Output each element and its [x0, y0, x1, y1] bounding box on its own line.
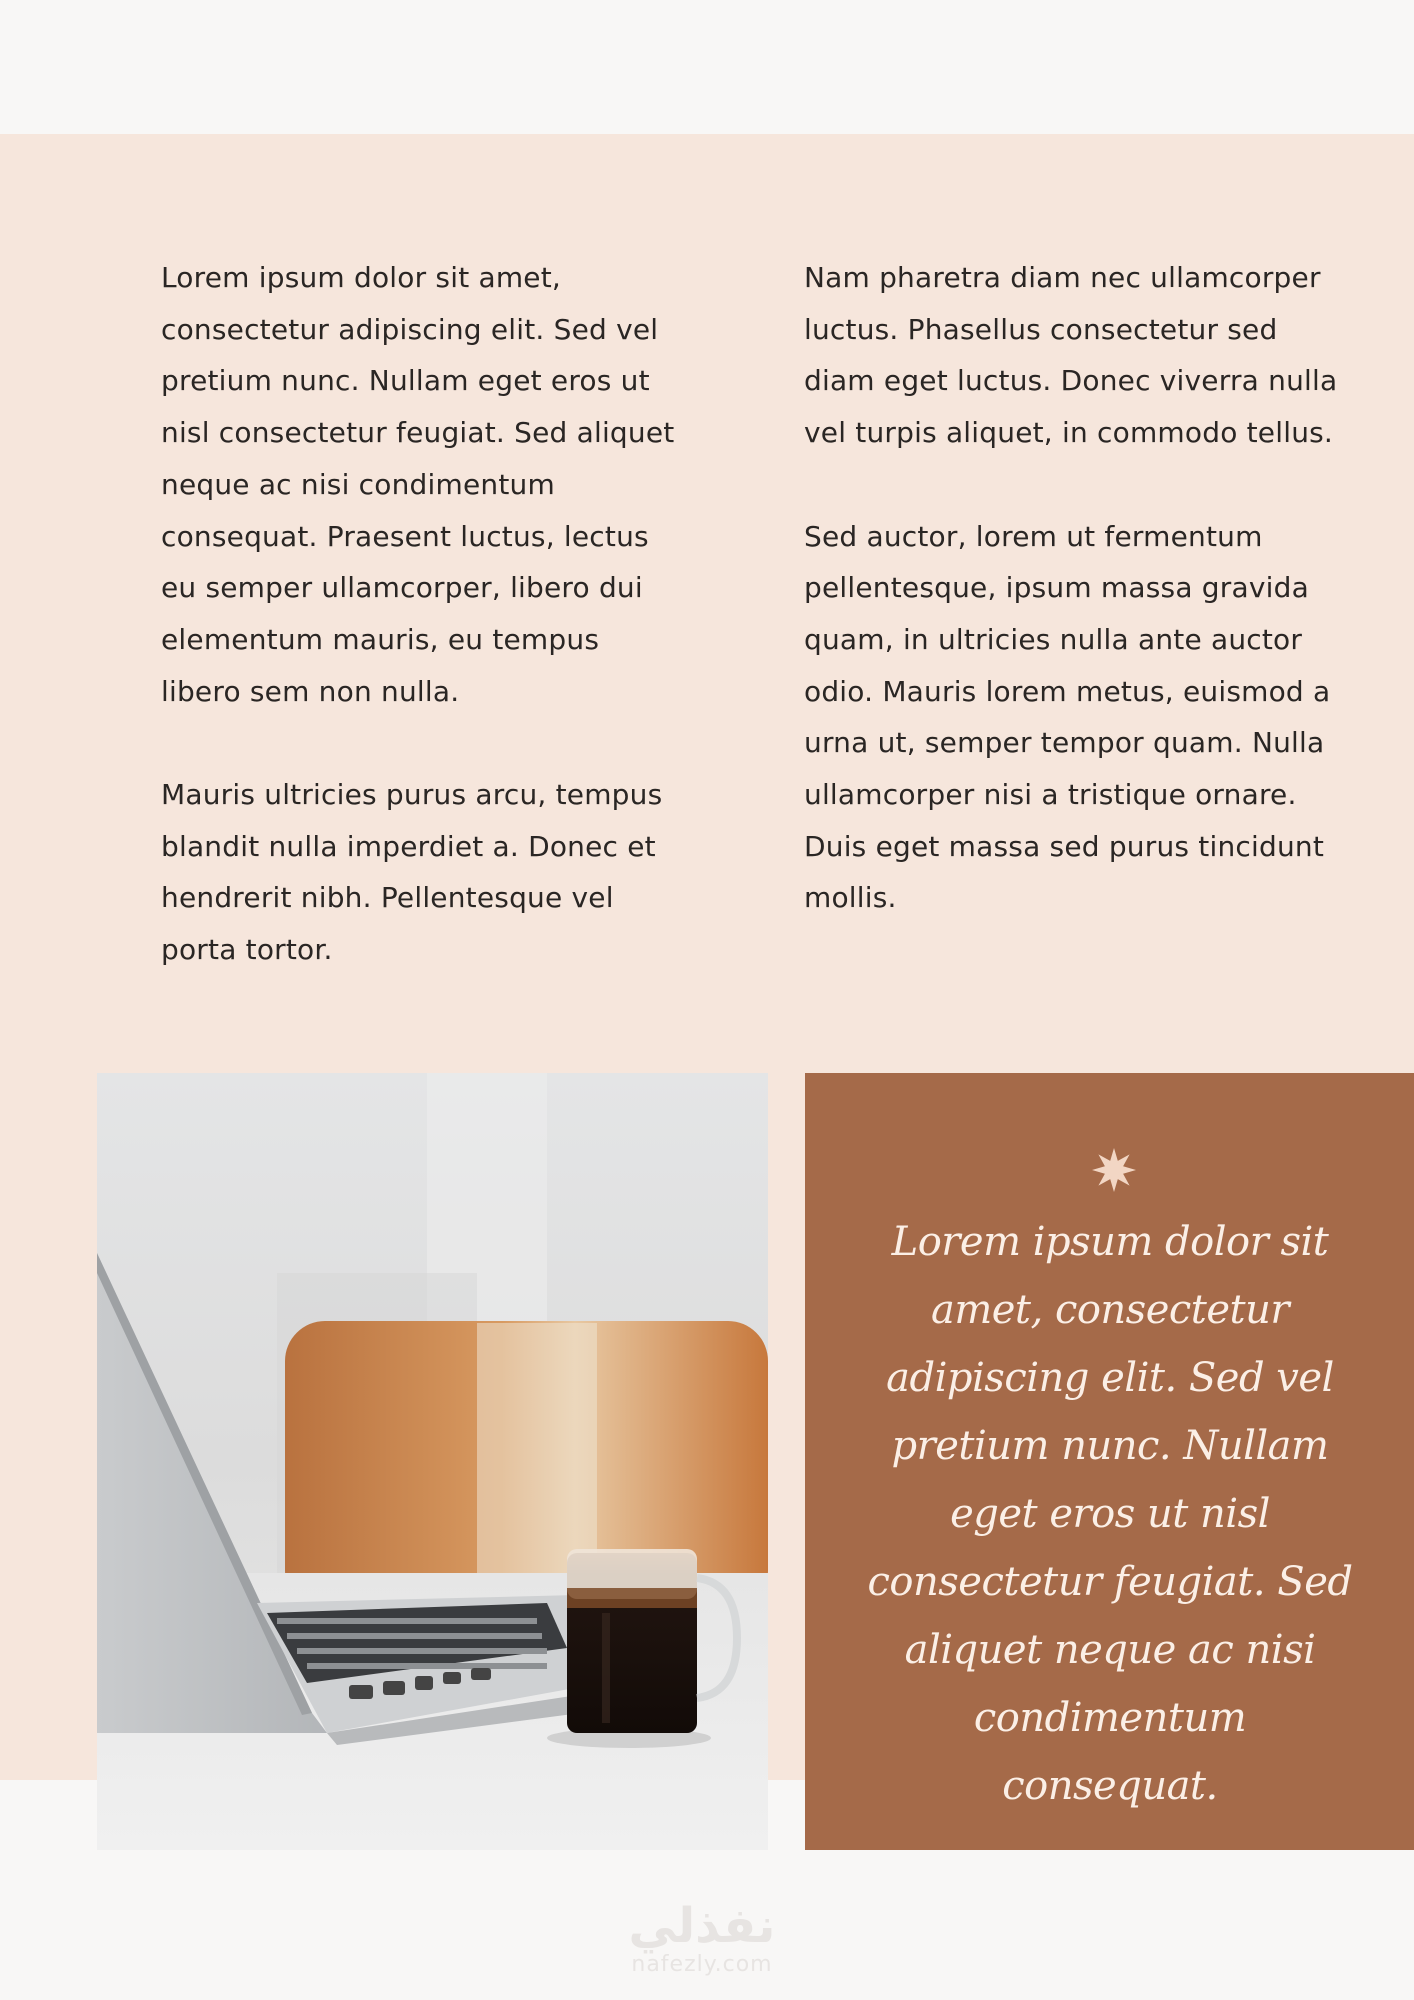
pull-quote-text: Lorem ipsum dolor sit amet, consectetur adipiscing elit. Sed vel pretium nunc. Nullam eget eros ut nisl consectetur feugiat. Sed aliquet neque ac nisi condimentum consequat.: [867, 1219, 1353, 1809]
pull-quote-box: [805, 1073, 1414, 1850]
left-paragraph-2: Mauris ultricies purus arcu, tempus blandit nulla imperdiet a. Donec et hendrerit nibh. Pellentesque vel porta tortor.: [161, 778, 663, 967]
right-paragraph-1: Nam pharetra diam nec ullamcorper luctus. Phasellus consectetur sed diam eget luctus. Donec viverra nulla vel turpis aliquet, in commodo tellus.: [804, 261, 1338, 450]
star-burst-icon: [1092, 1148, 1136, 1192]
right-paragraph-2: Sed auctor, lorem ut fermentum pellentesque, ipsum massa gravida quam, in ultricies nulla ante auctor odio. Mauris lorem metus, euismod a urna ut, semper tempor quam. Nulla ullamcorper nisi a tristique ornare. Duis eget massa sed purus tincidunt mollis.: [804, 519, 1331, 915]
left-paragraph-1: Lorem ipsum dolor sit amet, consectetur adipiscing elit. Sed vel pretium nunc. Nullam eget eros ut nisl consectetur feugiat. Sed aliquet neque ac nisi condimentum consequat. Praesent luctus, lectus eu semper ullamcorper, libero dui elementum mauris, eu tempus libero sem non nulla.: [161, 261, 675, 708]
left-text-column: [161, 252, 681, 1028]
laptop-coffee-photo: [97, 1073, 768, 1850]
watermark-logo: [612, 1900, 792, 2000]
watermark-domain: nafezly.com: [631, 1952, 773, 1977]
watermark-arabic: نفذلي: [628, 1898, 776, 1954]
right-text-column: [804, 252, 1344, 976]
